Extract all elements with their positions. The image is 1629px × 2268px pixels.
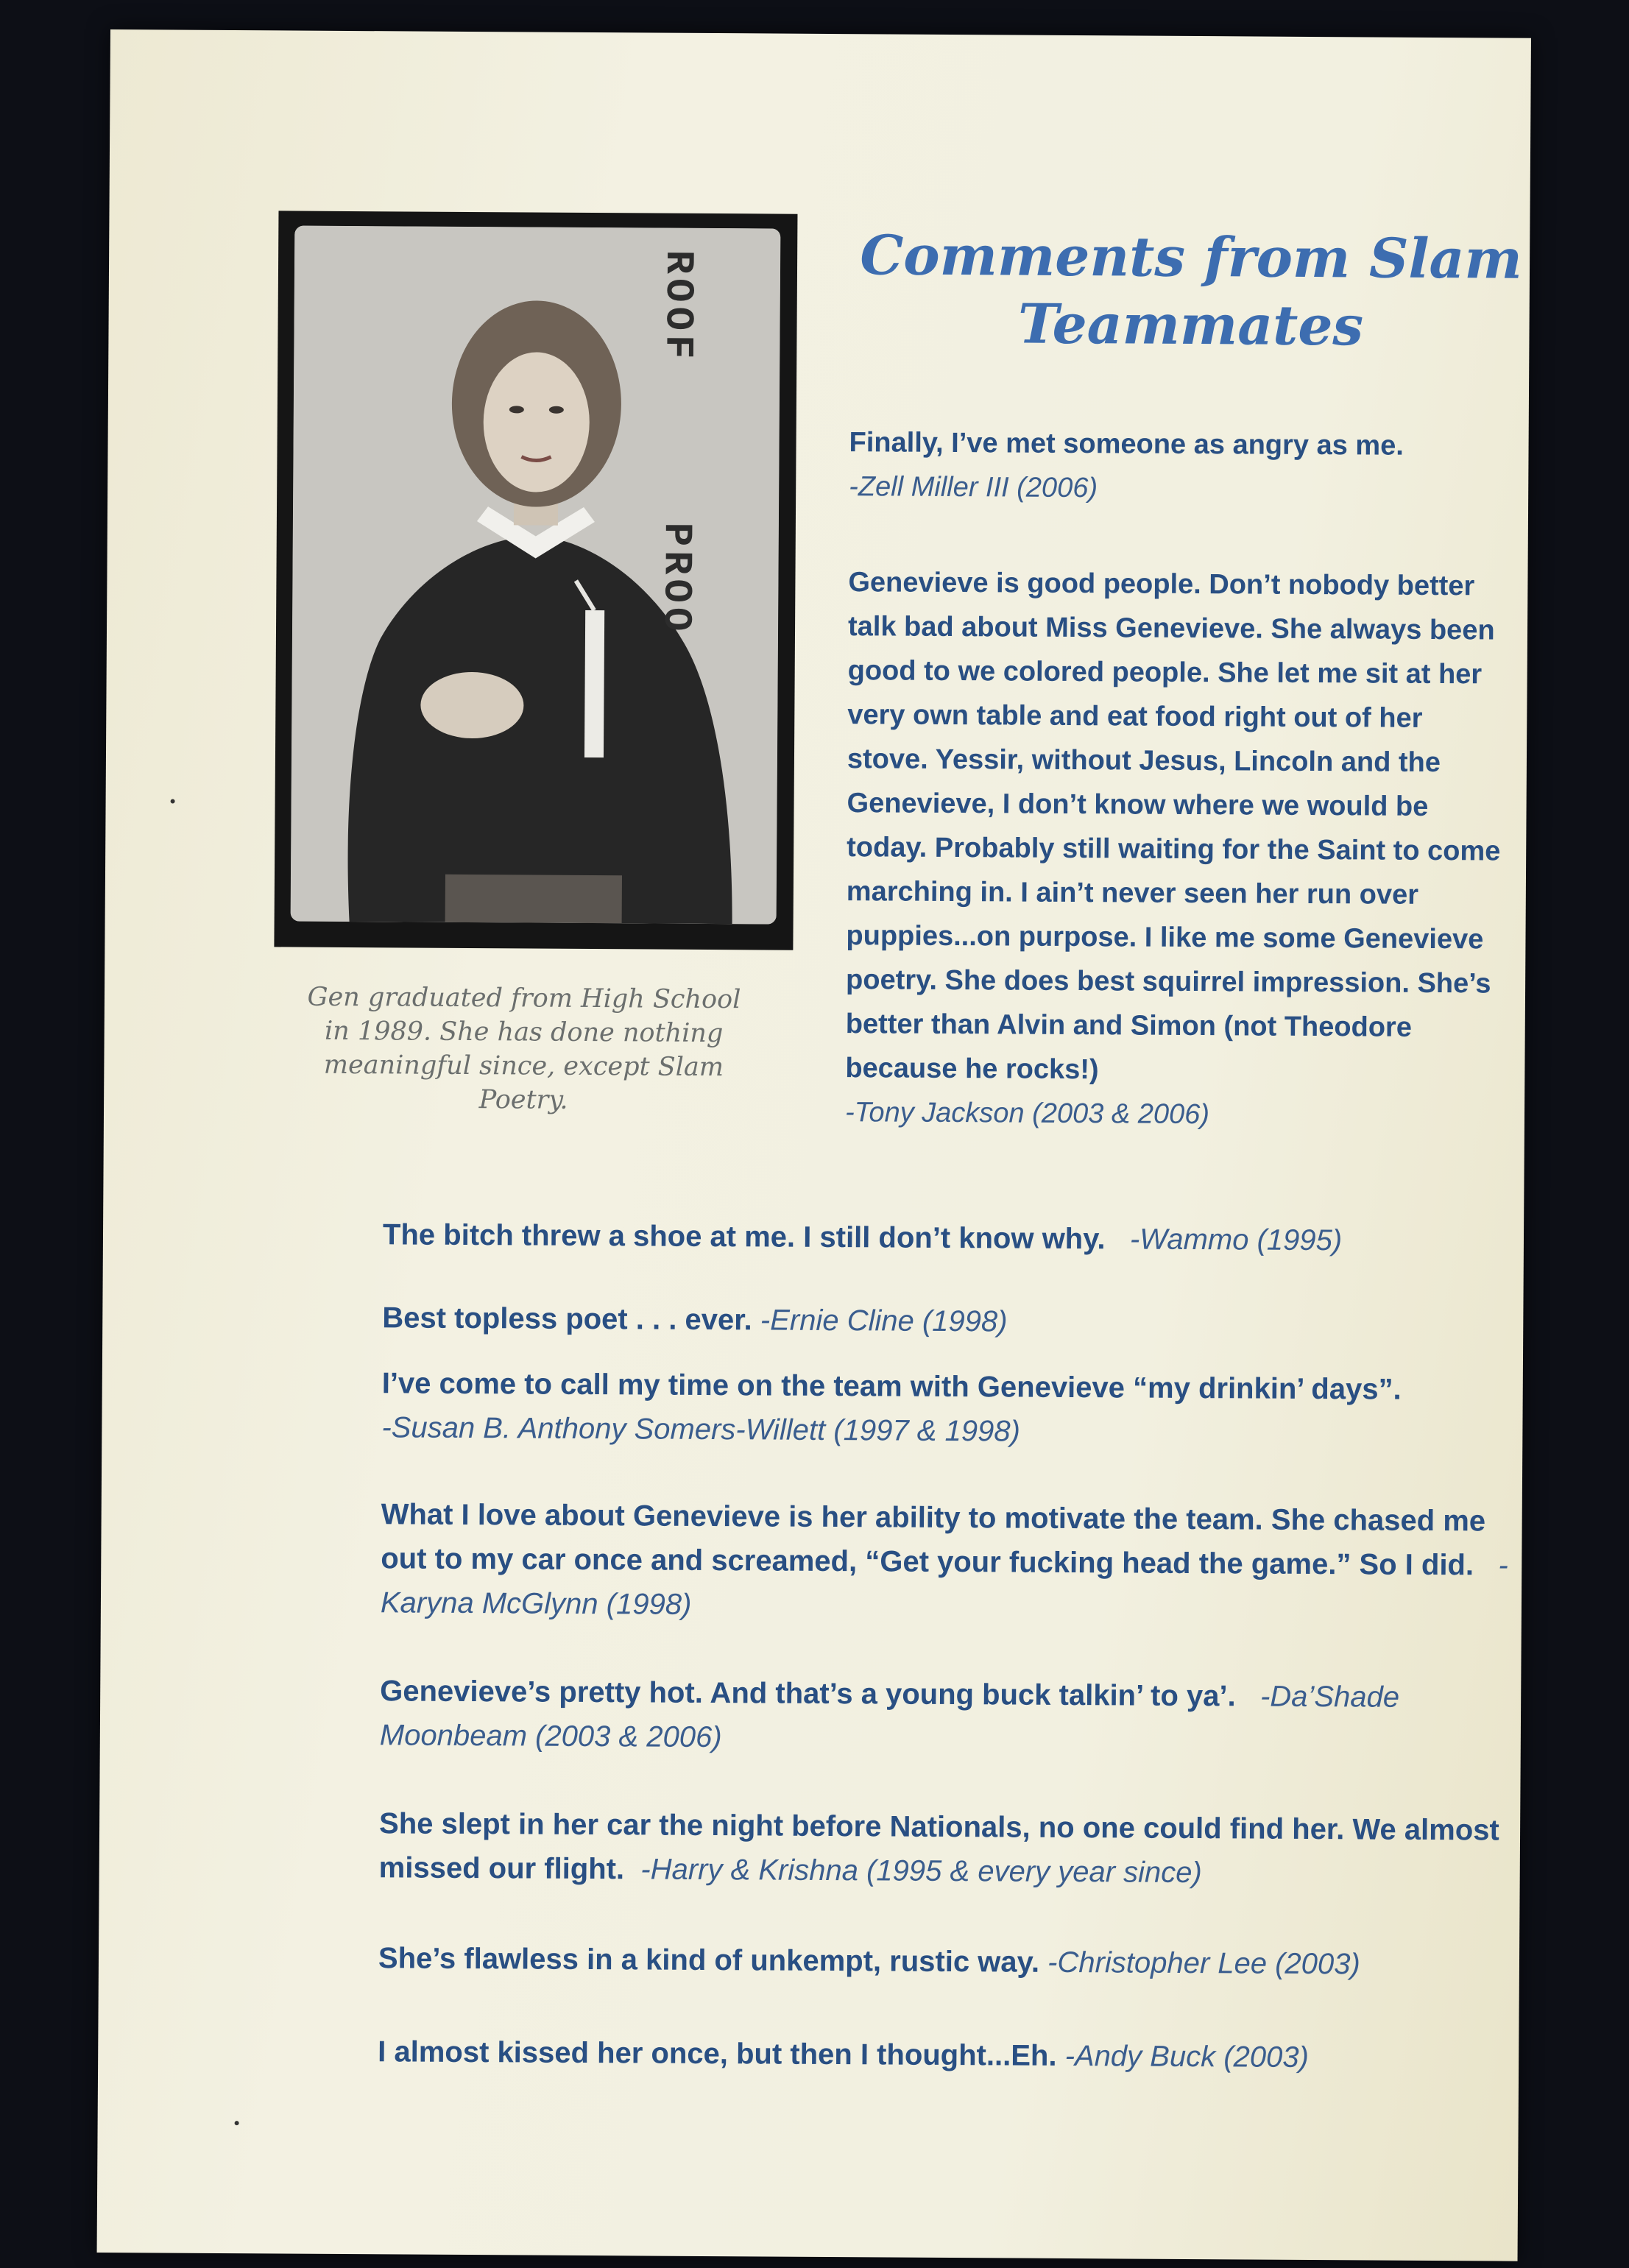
quote-text: Genevieve is good people. Don’t nobody better talk bad about Miss Genevieve. She always been good to we colored people. She let me sit at her very own table and eat food right out of her stove. Yessir, without Jesus, Lincoln and the Genevieve, I don’t know where we would be today. Probably still waiting for the Saint to come marching in. I ain’t never seen her run over puppies...on purpose. I like me some Genevieve poetry. She does best squirrel impression. She’s better than Alvin and Simon (not Theodore because he rocks!) bbox=[845, 567, 1501, 1086]
proof-watermark-top: ROOF bbox=[654, 250, 701, 364]
booklet-page bbox=[97, 29, 1531, 2261]
proof-watermark-bottom: PROO bbox=[652, 522, 699, 636]
paper-speck bbox=[235, 2121, 239, 2125]
paper-crease bbox=[1522, 1142, 1531, 2173]
quote-item bbox=[378, 1936, 1527, 1988]
quote-attribution: -Karyna McGlynn (1998) bbox=[380, 1549, 1508, 1621]
quote-item bbox=[378, 2029, 1526, 2081]
quote-attribution: -Da’Shade Moonbeam (2003 & 2006) bbox=[379, 1680, 1400, 1754]
quote-text: I’ve come to call my time on the team with Genevieve “my drinkin’ days”. bbox=[381, 1367, 1402, 1406]
quote-text: Best topless poet . . . ever. bbox=[382, 1301, 752, 1337]
quote-text: She’s flawless in a kind of unkempt, rustic way. bbox=[378, 1942, 1040, 1979]
graduate-portrait-illustration bbox=[291, 226, 781, 925]
quote-text: Genevieve’s pretty hot. And that’s a young buck talkin’ to ya’. bbox=[380, 1675, 1236, 1713]
paper-speck bbox=[171, 799, 175, 804]
quote-item bbox=[379, 1801, 1528, 1897]
quote-attribution: -Ernie Cline (1998) bbox=[760, 1304, 1008, 1338]
page-title: Comments from Slam Teammates bbox=[860, 224, 1523, 358]
quote-item bbox=[380, 1669, 1529, 1764]
quote-attribution: -Andy Buck (2003) bbox=[1064, 2039, 1310, 2074]
quote-text: I almost kissed her once, but then I thought...Eh. bbox=[378, 2035, 1057, 2072]
quote-text: Finally, I’ve met someone as angry as me. bbox=[849, 427, 1404, 462]
photo-image-area bbox=[291, 226, 781, 925]
quote-attribution: -Christopher Lee (2003) bbox=[1047, 1946, 1360, 1981]
quote-item bbox=[845, 560, 1511, 1138]
quote-item bbox=[381, 1492, 1530, 1632]
quote-attribution: -Zell Miller III (2006) bbox=[849, 471, 1098, 504]
quote-item bbox=[849, 420, 1512, 512]
quote-text: What I love about Genevieve is her ability to motivate the team. She chased me out to my car once and screamed, “Get your fucking head the game.” So I did. bbox=[381, 1498, 1486, 1582]
quote-item bbox=[382, 1296, 1530, 1347]
quote-text: She slept in her car the night before Nationals, no one could find her. We almost missed our flight. bbox=[378, 1807, 1499, 1886]
quote-item bbox=[381, 1361, 1530, 1457]
quote-attribution: -Tony Jackson (2003 & 2006) bbox=[844, 1097, 1210, 1131]
graduation-photo bbox=[274, 211, 797, 950]
quote-attribution: -Susan B. Anthony Somers-Willett (1997 & 1998) bbox=[381, 1411, 1020, 1448]
quote-attribution: -Harry & Krishna (1995 & every year since) bbox=[640, 1853, 1202, 1890]
photo-caption: Gen graduated from High School in 1989. She has done nothing meaningful since, except Slam Poetry. bbox=[307, 982, 741, 1115]
quote-text: The bitch threw a shoe at me. I still don’t know why. bbox=[382, 1218, 1106, 1256]
quote-item bbox=[383, 1212, 1531, 1264]
quote-attribution: -Wammo (1995) bbox=[1129, 1223, 1343, 1257]
